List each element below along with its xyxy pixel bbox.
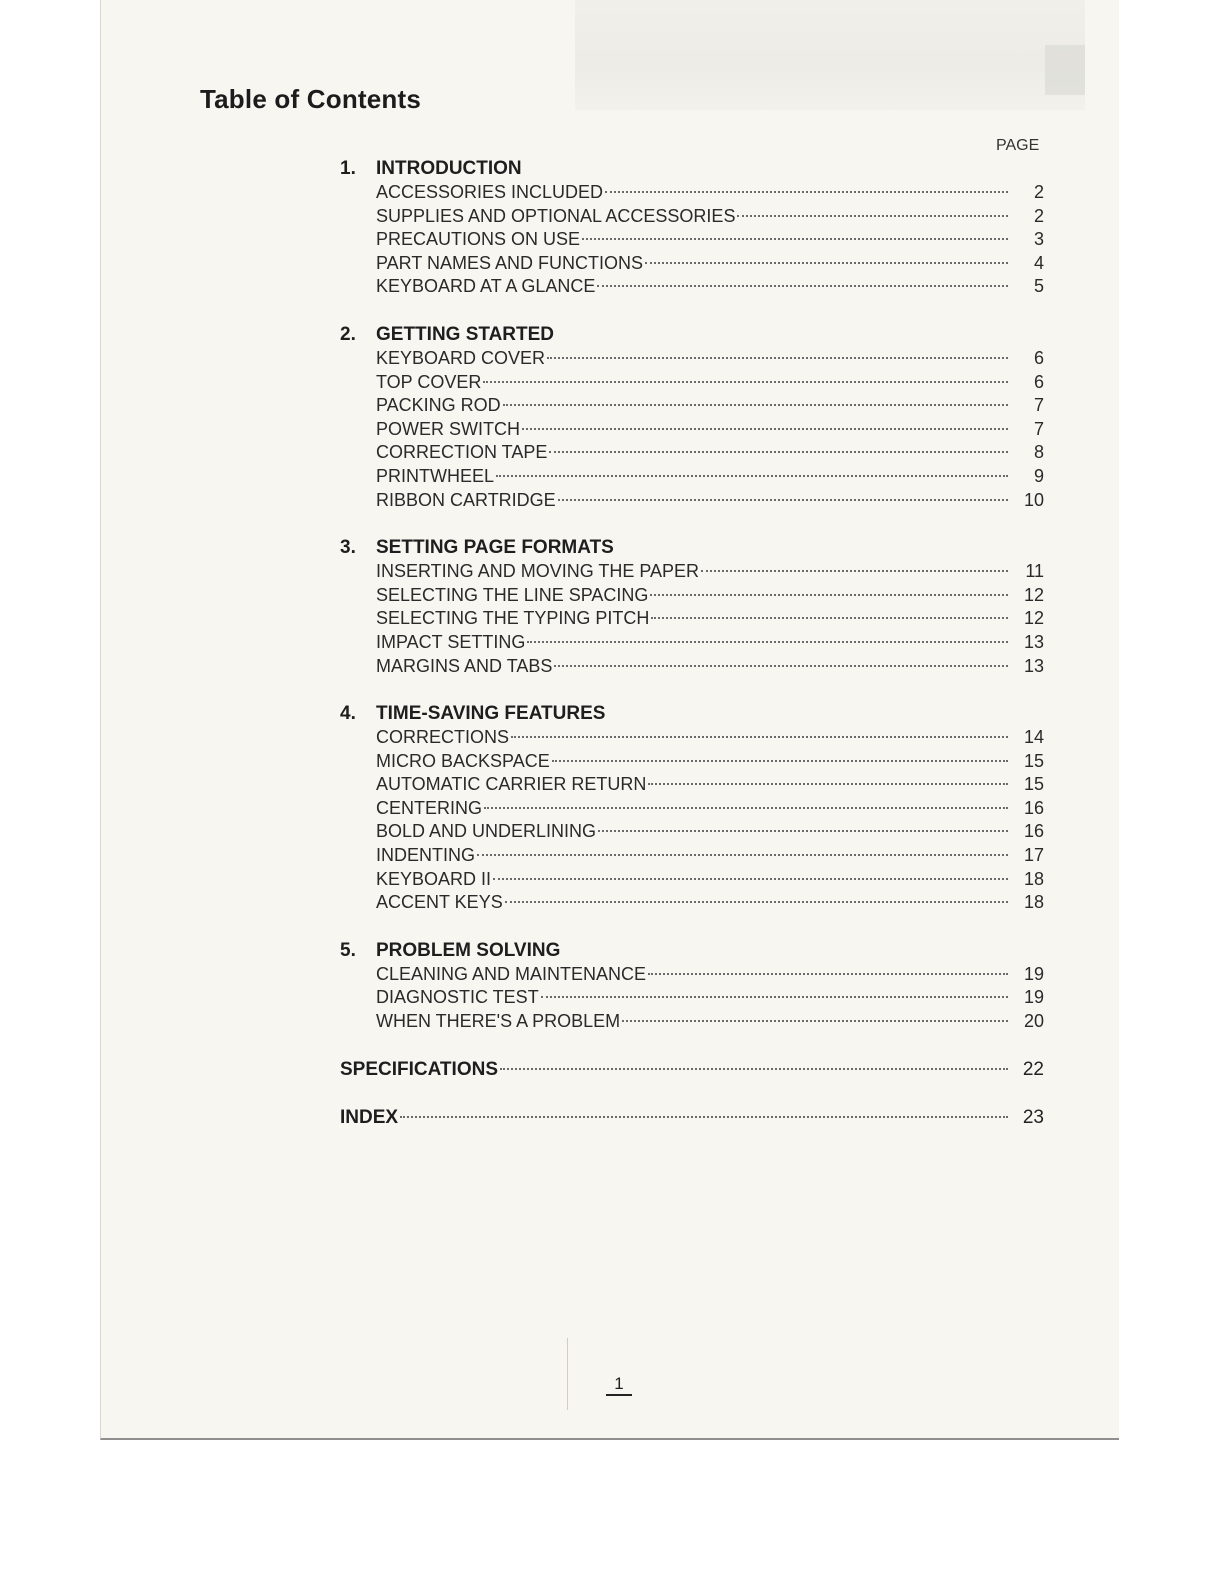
entry-page-number: 13	[1023, 655, 1044, 676]
toc-entry[interactable]	[340, 655, 1044, 679]
dot-leader	[622, 1020, 1008, 1022]
toc-section-setting-page-formats	[340, 536, 1044, 678]
entry-page-number: 2	[1033, 182, 1044, 202]
entry-page-number: 6	[1033, 371, 1044, 392]
section-title: SETTING PAGE FORMATS	[376, 537, 614, 559]
toc-entry[interactable]	[340, 252, 1044, 276]
entry-page-number: 19	[1023, 963, 1044, 984]
entry-page-number: 8	[1033, 442, 1044, 463]
toc-entry[interactable]	[340, 205, 1044, 229]
page-number: 1	[606, 1374, 632, 1396]
dot-leader	[605, 191, 1008, 193]
entry-page-number: 17	[1023, 845, 1044, 866]
entry-page-number: 16	[1023, 821, 1044, 842]
entry-title: PART NAMES AND FUNCTIONS	[376, 252, 644, 273]
entry-title: ACCESSORIES INCLUDED	[376, 182, 604, 202]
toc-entry[interactable]	[340, 844, 1044, 868]
entry-page-number: 16	[1023, 797, 1044, 818]
dot-leader	[527, 641, 1008, 643]
entry-page-number: 18	[1023, 892, 1044, 913]
entry-title: PRECAUTIONS ON USE	[376, 229, 581, 250]
entry-title: MARGINS AND TABS	[376, 655, 553, 676]
entry-title: TOP COVER	[376, 371, 482, 392]
page-title: Table of Contents	[200, 84, 422, 114]
entry-title: DIAGNOSTIC TEST	[376, 987, 539, 1008]
dot-leader	[598, 830, 1008, 832]
entry-page-number: 3	[1033, 229, 1044, 250]
toc-entry[interactable]	[340, 489, 1044, 513]
entry-page-number: 12	[1023, 584, 1044, 605]
entry-title: WHEN THERE'S A PROBLEM	[376, 1011, 621, 1032]
toc-entry[interactable]	[340, 560, 1044, 584]
entry-title: IMPACT SETTING	[376, 631, 526, 652]
entry-page-number: 20	[1023, 1011, 1044, 1032]
entry-page-number: 7	[1033, 395, 1044, 416]
dot-leader	[648, 973, 1008, 975]
bleed-through-mark	[1045, 45, 1085, 95]
toc-entry[interactable]	[340, 986, 1044, 1010]
section-number: 5.	[340, 939, 356, 961]
entry-title: KEYBOARD COVER	[376, 347, 546, 368]
toc-entry[interactable]	[340, 963, 1044, 987]
section-heading	[340, 536, 1044, 560]
entry-title: SELECTING THE LINE SPACING	[376, 584, 649, 605]
toc-entry[interactable]	[340, 726, 1044, 750]
toc-section-getting-started	[340, 323, 1044, 512]
section-number: 2.	[340, 323, 356, 345]
dot-leader	[541, 996, 1008, 998]
toc-entry[interactable]	[340, 750, 1044, 774]
table-of-contents	[340, 157, 1044, 1154]
toc-section-time-saving-features	[340, 702, 1044, 915]
dot-leader	[400, 1116, 1008, 1118]
section-heading	[340, 702, 1044, 726]
entry-title: MICRO BACKSPACE	[376, 750, 550, 771]
toc-entry-index[interactable]	[340, 1106, 1044, 1130]
entry-title: CORRECTION TAPE	[376, 442, 548, 463]
dot-leader	[503, 404, 1008, 406]
toc-entry[interactable]	[340, 584, 1044, 608]
entry-title: ACCENT KEYS	[376, 892, 503, 913]
dot-leader	[522, 428, 1008, 430]
entry-title: CENTERING	[376, 797, 483, 818]
toc-entry[interactable]	[340, 347, 1044, 371]
dot-leader	[496, 475, 1008, 477]
section-title: PROBLEM SOLVING	[376, 939, 561, 961]
dot-leader	[477, 854, 1008, 856]
entry-title: KEYBOARD II	[376, 868, 492, 889]
toc-entry[interactable]	[340, 371, 1044, 395]
toc-entry[interactable]	[340, 228, 1044, 252]
toc-entry[interactable]	[340, 275, 1044, 299]
section-title: GETTING STARTED	[376, 323, 555, 345]
section-title: INTRODUCTION	[376, 158, 522, 179]
entry-page-number: 10	[1023, 489, 1044, 510]
entry-page-number: 12	[1023, 608, 1044, 629]
toc-entry[interactable]	[340, 418, 1044, 442]
toc-entry[interactable]	[340, 773, 1044, 797]
entry-title: SUPPLIES AND OPTIONAL ACCESSORIES	[376, 205, 736, 226]
section-title: TIME-SAVING FEATURES	[376, 703, 606, 725]
entry-title: BOLD AND UNDERLINING	[376, 821, 597, 842]
entry-title: POWER SWITCH	[376, 418, 520, 439]
section-heading	[340, 323, 1044, 347]
dot-leader	[737, 215, 1008, 217]
section-heading	[340, 157, 1044, 181]
entry-page-number: 19	[1023, 987, 1044, 1008]
entry-title: RIBBON CARTRIDGE	[376, 489, 556, 510]
section-heading	[340, 939, 1044, 963]
entry-title: CORRECTIONS	[376, 727, 510, 748]
entry-page-number: 18	[1023, 868, 1044, 889]
dot-leader	[549, 451, 1008, 453]
toc-section-problem-solving	[340, 939, 1044, 1034]
entry-page-number: 6	[1033, 347, 1044, 368]
toc-entry[interactable]	[340, 797, 1044, 821]
bleed-through-banner	[575, 0, 1085, 110]
dot-leader	[493, 878, 1008, 880]
dot-leader	[645, 262, 1008, 264]
binding-line	[567, 1338, 568, 1410]
entry-page-number: 5	[1033, 276, 1044, 297]
dot-leader	[651, 617, 1008, 619]
toc-entry[interactable]	[340, 631, 1044, 655]
entry-page-number: 14	[1023, 727, 1044, 748]
toc-entry[interactable]	[340, 465, 1044, 489]
dot-leader	[650, 594, 1008, 596]
dot-leader	[582, 238, 1008, 240]
entry-title: INDENTING	[376, 845, 475, 866]
dot-leader	[701, 570, 1008, 572]
dot-leader	[505, 901, 1008, 903]
entry-page-number: 15	[1023, 774, 1044, 795]
toc-entry[interactable]	[340, 1010, 1044, 1034]
dot-leader	[511, 736, 1008, 738]
entry-title: INDEX	[340, 1106, 399, 1128]
entry-page-number: 15	[1023, 750, 1044, 771]
dot-leader	[554, 665, 1008, 667]
dot-leader	[483, 381, 1008, 383]
section-number: 3.	[340, 537, 356, 559]
toc-entry[interactable]	[340, 820, 1044, 844]
entry-title: INSERTING AND MOVING THE PAPER	[376, 561, 700, 582]
entry-title: SPECIFICATIONS	[340, 1058, 498, 1080]
toc-entry[interactable]	[340, 394, 1044, 418]
section-number: 1.	[340, 158, 356, 179]
dot-leader	[547, 357, 1008, 359]
entry-page-number: 23	[1022, 1106, 1044, 1128]
toc-entry[interactable]	[340, 607, 1044, 631]
dot-leader	[597, 285, 1008, 287]
dot-leader	[558, 499, 1008, 501]
entry-title: PACKING ROD	[376, 395, 501, 416]
section-number: 4.	[340, 703, 356, 725]
entry-title: KEYBOARD AT A GLANCE	[376, 276, 596, 297]
entry-page-number: 11	[1025, 561, 1044, 582]
entry-page-number: 7	[1033, 418, 1044, 439]
entry-title: CLEANING AND MAINTENANCE	[376, 963, 647, 984]
entry-page-number: 4	[1033, 252, 1044, 273]
entry-page-number: 9	[1033, 465, 1044, 486]
toc-entry[interactable]	[340, 181, 1044, 205]
dot-leader	[500, 1068, 1008, 1070]
page-column-label: PAGE	[996, 137, 1040, 154]
toc-entry[interactable]	[340, 891, 1044, 915]
dot-leader	[484, 807, 1008, 809]
entry-title: PRINTWHEEL	[376, 465, 495, 486]
toc-entry[interactable]	[340, 441, 1044, 465]
entry-page-number: 2	[1033, 205, 1044, 226]
entry-title: AUTOMATIC CARRIER RETURN	[376, 774, 647, 795]
dot-leader	[552, 760, 1008, 762]
dot-leader	[648, 783, 1008, 785]
toc-section-introduction	[340, 157, 1044, 299]
toc-entry[interactable]	[340, 868, 1044, 892]
entry-title: SELECTING THE TYPING PITCH	[376, 608, 650, 629]
entry-page-number: 22	[1022, 1058, 1044, 1080]
entry-page-number: 13	[1023, 631, 1044, 652]
toc-entry-specifications[interactable]	[340, 1058, 1044, 1082]
